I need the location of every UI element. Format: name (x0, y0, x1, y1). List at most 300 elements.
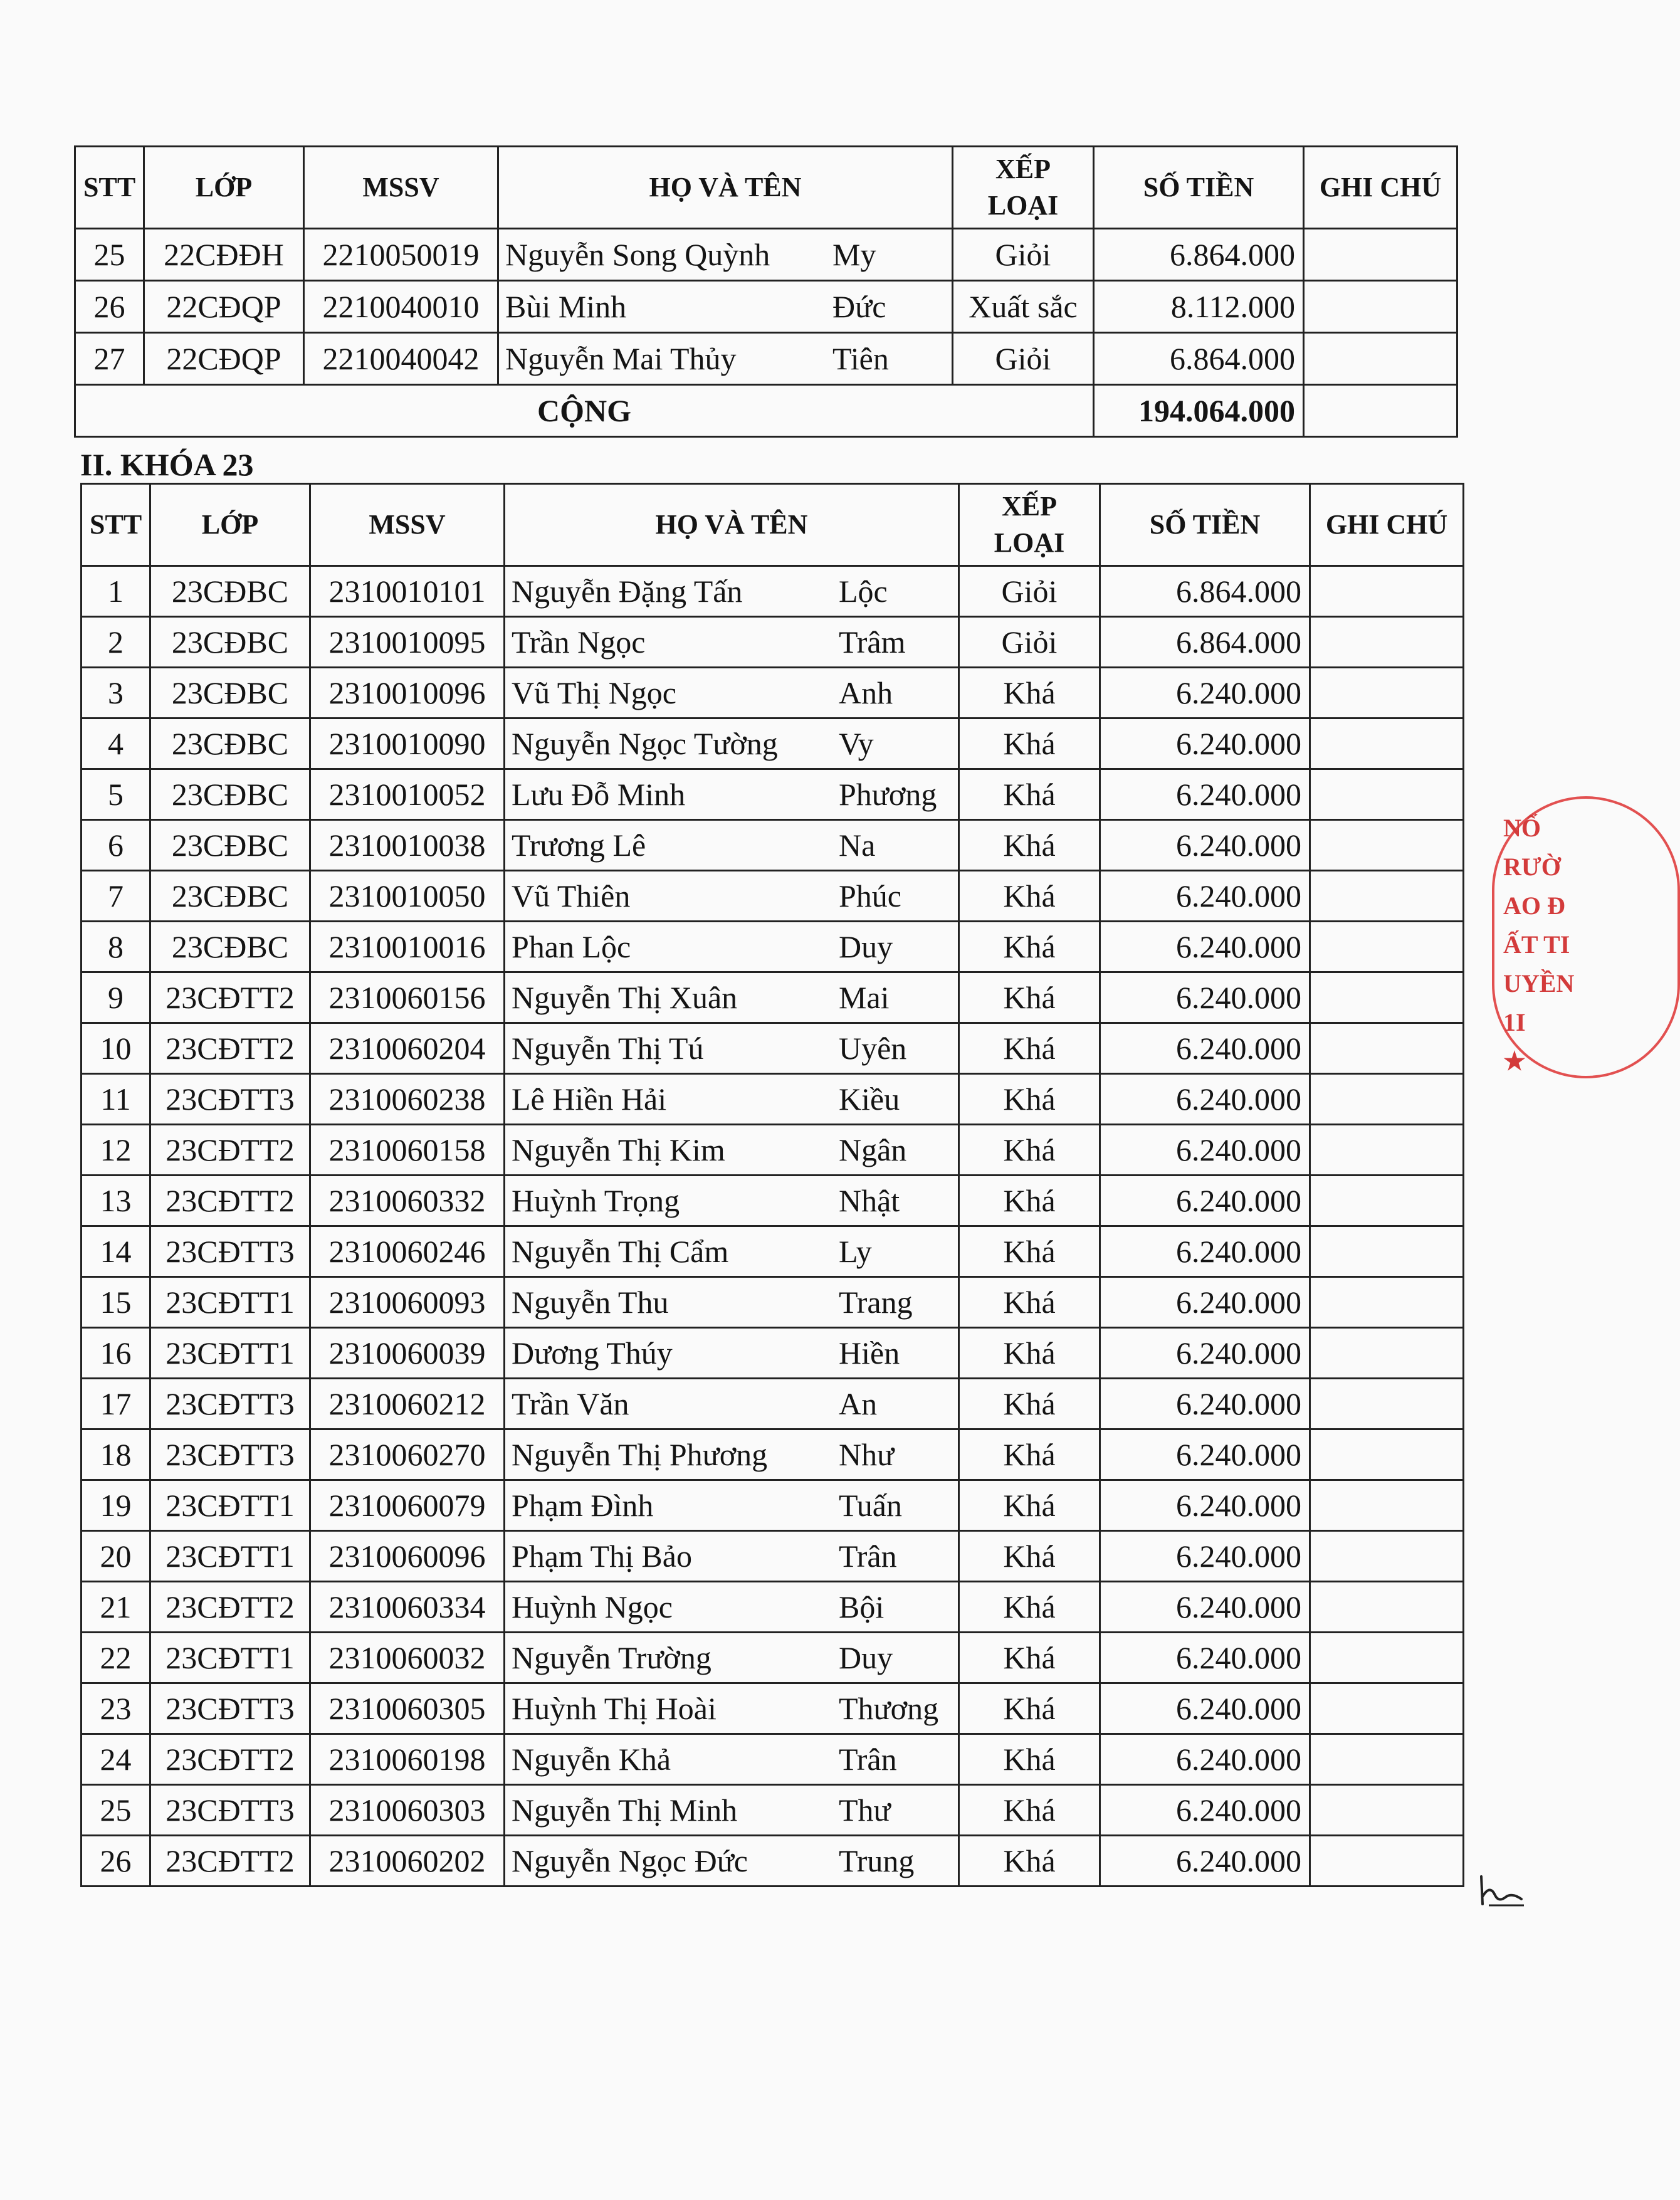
cell-stt: 2 (81, 617, 150, 668)
table-row (75, 229, 1457, 281)
cell-xep-loai: Khá (959, 922, 1100, 972)
cell-ho-ten (505, 1734, 959, 1785)
cell-ten: Trâm (839, 624, 906, 660)
cell-ho-ten (505, 1531, 959, 1582)
cell-ho-ten (505, 972, 959, 1023)
cell-ho: Lưu Đỗ Minh (512, 777, 686, 812)
cell-lop: 23CĐBC (150, 566, 310, 617)
name-wrap (512, 1487, 958, 1524)
cell-ten: Nhật (839, 1183, 900, 1218)
table-row (81, 820, 1464, 871)
name-wrap (512, 1132, 958, 1168)
cell-xep-loai: Khá (959, 1074, 1100, 1125)
header-xep-loai-line1: XẾP (995, 154, 1051, 184)
cell-stt: 21 (81, 1582, 150, 1633)
cell-ho-ten (505, 1125, 959, 1176)
cell-lop: 23CĐTT3 (150, 1429, 310, 1480)
cell-mssv: 2210050019 (304, 229, 498, 281)
cell-lop: 23CĐBC (150, 718, 310, 769)
cell-so-tien: 6.864.000 (1094, 333, 1304, 385)
table-row (81, 718, 1464, 769)
cell-stt: 9 (81, 972, 150, 1023)
total-row (75, 385, 1457, 437)
cell-ghi-chu (1310, 1328, 1464, 1379)
cell-ghi-chu (1310, 922, 1464, 972)
cell-so-tien: 6.240.000 (1100, 1531, 1310, 1582)
cell-ten: Trân (839, 1539, 897, 1574)
name-wrap (512, 1335, 958, 1371)
cell-so-tien: 6.240.000 (1100, 922, 1310, 972)
table-header-row (81, 484, 1464, 566)
cell-xep-loai: Khá (959, 1531, 1100, 1582)
cell-ghi-chu (1310, 668, 1464, 718)
cell-ghi-chu (1310, 1074, 1464, 1125)
cell-mssv: 2310060270 (310, 1429, 505, 1480)
cell-mssv: 2310060334 (310, 1582, 505, 1633)
cell-xep-loai: Khá (959, 1633, 1100, 1683)
table-row (81, 1226, 1464, 1277)
cell-ten: Na (839, 828, 876, 863)
cell-lop: 23CĐTT3 (150, 1379, 310, 1429)
cell-mssv: 2310060032 (310, 1633, 505, 1683)
header-ho-ten: HỌ VÀ TÊN (498, 147, 953, 229)
cell-ho-ten (505, 1683, 959, 1734)
cell-ho-ten (505, 1785, 959, 1836)
cell-mssv: 2310060198 (310, 1734, 505, 1785)
cell-so-tien: 6.240.000 (1100, 1734, 1310, 1785)
cell-stt: 3 (81, 668, 150, 718)
cell-ho-ten (505, 871, 959, 922)
name-wrap (512, 1690, 958, 1727)
cell-lop: 22CĐQP (144, 281, 304, 333)
table-row (81, 1176, 1464, 1226)
cell-so-tien: 6.240.000 (1100, 1176, 1310, 1226)
cell-ho: Nguyễn Mai Thủy (505, 341, 737, 376)
cell-ten: Anh (839, 675, 893, 710)
cell-mssv: 2310010052 (310, 769, 505, 820)
cell-ghi-chu (1310, 769, 1464, 820)
cell-so-tien: 6.240.000 (1100, 668, 1310, 718)
initials-signature-mark (1476, 1871, 1526, 1909)
table-row (81, 1328, 1464, 1379)
cell-stt: 5 (81, 769, 150, 820)
official-seal-stamp (1492, 796, 1575, 1078)
name-wrap (512, 1436, 958, 1473)
cell-mssv: 2310010038 (310, 820, 505, 871)
cell-ten: Kiều (839, 1082, 900, 1117)
table-row (81, 871, 1464, 922)
cell-so-tien: 6.240.000 (1100, 1836, 1310, 1887)
cell-lop: 23CĐTT1 (150, 1277, 310, 1328)
cell-ho: Nguyễn Thị Minh (512, 1792, 738, 1828)
cell-lop: 23CĐTT2 (150, 1023, 310, 1074)
cell-lop: 23CĐBC (150, 769, 310, 820)
cell-lop: 23CĐBC (150, 820, 310, 871)
cell-mssv: 2310060204 (310, 1023, 505, 1074)
cell-ghi-chu (1310, 617, 1464, 668)
cell-ho-ten (505, 617, 959, 668)
cell-ho-ten (505, 1226, 959, 1277)
cell-ten: Vy (839, 726, 874, 761)
cell-ten: An (839, 1386, 878, 1421)
table-row (75, 281, 1457, 333)
cell-stt: 18 (81, 1429, 150, 1480)
cell-so-tien: 8.112.000 (1094, 281, 1304, 333)
cell-ten: Trân (839, 1742, 897, 1777)
cell-so-tien: 6.240.000 (1100, 1226, 1310, 1277)
name-wrap (505, 288, 952, 325)
cell-lop: 22CĐĐH (144, 229, 304, 281)
cell-ten: Hiền (839, 1335, 900, 1371)
cell-xep-loai: Khá (959, 1582, 1100, 1633)
cell-ho-ten (505, 1023, 959, 1074)
table-row (81, 617, 1464, 668)
cell-xep-loai: Khá (959, 820, 1100, 871)
cell-xep-loai: Khá (959, 1125, 1100, 1176)
cell-mssv: 2310060202 (310, 1836, 505, 1887)
header-xep-loai (953, 147, 1094, 229)
cell-xep-loai: Khá (959, 1836, 1100, 1887)
cell-so-tien: 6.240.000 (1100, 1429, 1310, 1480)
cell-so-tien: 6.240.000 (1100, 1125, 1310, 1176)
cell-stt: 16 (81, 1328, 150, 1379)
cell-ho-ten (505, 668, 959, 718)
name-wrap (512, 1030, 958, 1066)
total-amount: 194.064.000 (1094, 385, 1304, 437)
seal-text-line: ẤT TI (1503, 930, 1570, 959)
cell-so-tien: 6.240.000 (1100, 718, 1310, 769)
seal-text-line: RƯỜ (1503, 853, 1561, 881)
cell-so-tien: 6.240.000 (1100, 1785, 1310, 1836)
table-row (81, 1023, 1464, 1074)
cell-ho: Dương Thúy (512, 1335, 673, 1371)
cell-so-tien: 6.240.000 (1100, 1074, 1310, 1125)
cell-ho: Huỳnh Ngọc (512, 1589, 673, 1624)
cell-ghi-chu (1310, 1836, 1464, 1887)
cell-ho-ten (505, 1277, 959, 1328)
cell-ho: Nguyễn Trường (512, 1640, 711, 1675)
cell-ghi-chu (1310, 1277, 1464, 1328)
table-row (81, 1734, 1464, 1785)
cell-mssv: 2310060305 (310, 1683, 505, 1734)
cell-stt: 19 (81, 1480, 150, 1531)
header-so-tien: SỐ TIỀN (1100, 484, 1310, 566)
cell-lop: 23CĐTT3 (150, 1074, 310, 1125)
cell-ten: Đức (832, 289, 886, 324)
cell-so-tien: 6.240.000 (1100, 1023, 1310, 1074)
header-stt: STT (75, 147, 144, 229)
cell-mssv: 2310060093 (310, 1277, 505, 1328)
cell-stt: 4 (81, 718, 150, 769)
header-mssv: MSSV (310, 484, 505, 566)
cell-ho: Nguyễn Đặng Tấn (512, 574, 743, 609)
cell-ghi-chu (1310, 1429, 1464, 1480)
table-header-row (75, 147, 1457, 229)
cell-ten: Ngân (839, 1132, 907, 1167)
table-row (81, 1125, 1464, 1176)
cell-stt: 6 (81, 820, 150, 871)
header-so-tien: SỐ TIỀN (1094, 147, 1304, 229)
table-row (81, 1277, 1464, 1328)
cell-xep-loai: Khá (959, 1734, 1100, 1785)
cell-ho: Vũ Thị Ngọc (512, 675, 676, 710)
cell-lop: 23CĐBC (150, 922, 310, 972)
name-wrap (512, 1639, 958, 1676)
name-wrap (512, 624, 958, 660)
cell-ho: Phan Lộc (512, 929, 631, 964)
cell-ten: Như (839, 1437, 895, 1472)
header-mssv: MSSV (304, 147, 498, 229)
header-xep-loai-line1: XẾP (1002, 491, 1057, 522)
table-khoa-23 (80, 483, 1464, 1887)
cell-ho-ten (505, 1429, 959, 1480)
seal-text (1503, 809, 1574, 1081)
cell-ghi-chu (1310, 1480, 1464, 1531)
cell-ho: Nguyễn Song Quỳnh (505, 237, 770, 272)
cell-ten: Thư (839, 1792, 891, 1828)
cell-lop: 23CĐTT3 (150, 1226, 310, 1277)
table-row (81, 922, 1464, 972)
cell-ghi-chu (1304, 229, 1457, 281)
cell-ten: Ly (839, 1234, 872, 1269)
cell-lop: 23CĐTT2 (150, 972, 310, 1023)
name-wrap (512, 725, 958, 762)
cell-xep-loai: Khá (959, 1176, 1100, 1226)
cell-so-tien: 6.240.000 (1100, 769, 1310, 820)
cell-mssv: 2310060039 (310, 1328, 505, 1379)
cell-so-tien: 6.240.000 (1100, 1328, 1310, 1379)
name-wrap (512, 827, 958, 863)
cell-ho: Phạm Thị Bảo (512, 1539, 692, 1574)
cell-lop: 23CĐTT1 (150, 1531, 310, 1582)
cell-ghi-chu (1310, 1531, 1464, 1582)
cell-stt: 14 (81, 1226, 150, 1277)
table-row (81, 1633, 1464, 1683)
cell-stt: 10 (81, 1023, 150, 1074)
cell-lop: 23CĐTT3 (150, 1683, 310, 1734)
cell-xep-loai: Khá (959, 718, 1100, 769)
cell-ho-ten (498, 229, 953, 281)
cell-ghi-chu (1310, 1785, 1464, 1836)
cell-mssv: 2310010090 (310, 718, 505, 769)
name-wrap (512, 929, 958, 965)
cell-xep-loai: Xuất sắc (953, 281, 1094, 333)
cell-so-tien: 6.240.000 (1100, 1582, 1310, 1633)
cell-stt: 20 (81, 1531, 150, 1582)
cell-ten: Duy (839, 1640, 893, 1675)
cell-mssv: 2310060156 (310, 972, 505, 1023)
table-row (81, 1074, 1464, 1125)
cell-ho: Nguyễn Thị Phương (512, 1437, 768, 1472)
cell-lop: 23CĐBC (150, 871, 310, 922)
cell-lop: 23CĐTT1 (150, 1633, 310, 1683)
cell-stt: 23 (81, 1683, 150, 1734)
seal-text-line: AO Đ (1503, 892, 1565, 920)
cell-so-tien: 6.864.000 (1100, 617, 1310, 668)
cell-lop: 23CĐTT2 (150, 1836, 310, 1887)
cell-lop: 23CĐTT2 (150, 1734, 310, 1785)
cell-ghi-chu (1310, 1379, 1464, 1429)
seal-text-line: ★ (1503, 1047, 1526, 1075)
header-ghi-chu: GHI CHÚ (1310, 484, 1464, 566)
cell-lop: 22CĐQP (144, 333, 304, 385)
cell-stt: 27 (75, 333, 144, 385)
cell-ho-ten (498, 281, 953, 333)
cell-xep-loai: Giỏi (953, 333, 1094, 385)
cell-ho: Nguyễn Thị Kim (512, 1132, 725, 1167)
cell-so-tien: 6.864.000 (1100, 566, 1310, 617)
header-xep-loai-line2: LOẠI (987, 190, 1059, 221)
cell-ten: Thương (839, 1691, 939, 1726)
cell-ho: Nguyễn Thị Cẩm (512, 1234, 729, 1269)
cell-ho-ten (505, 1176, 959, 1226)
cell-ghi-chu (1310, 566, 1464, 617)
cell-so-tien: 6.240.000 (1100, 820, 1310, 871)
cell-ghi-chu (1310, 718, 1464, 769)
name-wrap (512, 1792, 958, 1828)
cell-mssv: 2310010096 (310, 668, 505, 718)
cell-ghi-chu (1310, 972, 1464, 1023)
cell-xep-loai: Khá (959, 1023, 1100, 1074)
cell-ghi-chu (1310, 871, 1464, 922)
cell-ho: Huỳnh Thị Hoài (512, 1691, 717, 1726)
cell-xep-loai: Khá (959, 1683, 1100, 1734)
cell-stt: 26 (75, 281, 144, 333)
cell-mssv: 2310060332 (310, 1176, 505, 1226)
name-wrap (512, 1284, 958, 1320)
table-row (81, 1785, 1464, 1836)
cell-ten: Trang (839, 1285, 913, 1320)
name-wrap (512, 1182, 958, 1219)
cell-mssv: 2210040042 (304, 333, 498, 385)
cell-xep-loai: Khá (959, 1785, 1100, 1836)
cell-lop: 23CĐBC (150, 668, 310, 718)
cell-mssv: 2310010016 (310, 922, 505, 972)
table-khoa-22-continued (74, 145, 1458, 438)
cell-ho-ten (505, 1633, 959, 1683)
cell-ho-ten (498, 333, 953, 385)
cell-ho: Nguyễn Ngọc Tường (512, 726, 778, 761)
cell-stt: 25 (75, 229, 144, 281)
cell-ten: Tuấn (839, 1488, 902, 1523)
cell-ten: Duy (839, 929, 893, 964)
name-wrap (512, 776, 958, 813)
cell-ten: Lộc (839, 574, 888, 609)
cell-xep-loai: Khá (959, 871, 1100, 922)
cell-ho-ten (505, 769, 959, 820)
header-ho-ten: HỌ VÀ TÊN (505, 484, 959, 566)
cell-ghi-chu (1310, 1125, 1464, 1176)
cell-ho: Phạm Đình (512, 1488, 654, 1523)
cell-ghi-chu (1310, 1683, 1464, 1734)
cell-xep-loai: Khá (959, 769, 1100, 820)
seal-text-line: NỐ (1503, 814, 1541, 842)
cell-so-tien: 6.240.000 (1100, 972, 1310, 1023)
table-row (81, 1379, 1464, 1429)
cell-xep-loai: Giỏi (959, 566, 1100, 617)
cell-stt: 22 (81, 1633, 150, 1683)
cell-ho-ten (505, 1074, 959, 1125)
cell-ghi-chu (1310, 1023, 1464, 1074)
table-row (81, 1429, 1464, 1480)
cell-so-tien: 6.240.000 (1100, 1379, 1310, 1429)
name-wrap (512, 1233, 958, 1270)
cell-ho-ten (505, 1582, 959, 1633)
table-row (75, 333, 1457, 385)
section-title-khoa-23: II. KHÓA 23 (80, 447, 254, 482)
name-wrap (512, 1081, 958, 1117)
cell-lop: 23CĐTT1 (150, 1480, 310, 1531)
name-wrap (512, 1538, 958, 1574)
table-row (81, 1480, 1464, 1531)
cell-ten: Bội (839, 1589, 885, 1624)
cell-ten: Uyên (839, 1031, 907, 1066)
cell-xep-loai: Giỏi (953, 229, 1094, 281)
name-wrap (512, 1741, 958, 1777)
cell-lop: 23CĐTT1 (150, 1328, 310, 1379)
cell-ghi-chu (1310, 1582, 1464, 1633)
name-wrap (512, 1589, 958, 1625)
cell-xep-loai: Khá (959, 1379, 1100, 1429)
table-row (81, 1531, 1464, 1582)
cell-ho: Nguyễn Thu (512, 1285, 669, 1320)
cell-xep-loai: Khá (959, 1328, 1100, 1379)
cell-ghi-chu (1304, 333, 1457, 385)
cell-ten: Tiên (832, 341, 889, 376)
cell-stt: 12 (81, 1125, 150, 1176)
cell-ten: Phương (839, 777, 937, 812)
cell-mssv: 2310060303 (310, 1785, 505, 1836)
cell-ten: Phúc (839, 878, 901, 913)
name-wrap (505, 340, 952, 377)
name-wrap (512, 979, 958, 1016)
cell-lop: 23CĐTT2 (150, 1125, 310, 1176)
cell-xep-loai: Khá (959, 1277, 1100, 1328)
cell-mssv: 2310060246 (310, 1226, 505, 1277)
total-label: CỘNG (75, 385, 1094, 437)
cell-ghi-chu (1310, 1633, 1464, 1683)
name-wrap (505, 236, 952, 273)
cell-lop: 23CĐTT3 (150, 1785, 310, 1836)
cell-stt: 13 (81, 1176, 150, 1226)
cell-ghi-chu (1310, 1226, 1464, 1277)
cell-xep-loai: Giỏi (959, 617, 1100, 668)
cell-ten: Mai (839, 980, 890, 1015)
header-ghi-chu: GHI CHÚ (1304, 147, 1457, 229)
cell-xep-loai: Khá (959, 1429, 1100, 1480)
cell-ghi-chu (1310, 1734, 1464, 1785)
cell-ghi-chu (1310, 1176, 1464, 1226)
cell-ho-ten (505, 820, 959, 871)
cell-ho-ten (505, 1328, 959, 1379)
cell-mssv: 2310060238 (310, 1074, 505, 1125)
table-row (81, 566, 1464, 617)
table-row (81, 1836, 1464, 1887)
cell-ho: Nguyễn Ngọc Đức (512, 1843, 748, 1878)
cell-lop: 23CĐTT2 (150, 1582, 310, 1633)
cell-mssv: 2310060096 (310, 1531, 505, 1582)
table-row (81, 769, 1464, 820)
name-wrap (512, 573, 958, 609)
cell-stt: 17 (81, 1379, 150, 1429)
cell-stt: 11 (81, 1074, 150, 1125)
cell-xep-loai: Khá (959, 972, 1100, 1023)
cell-so-tien: 6.240.000 (1100, 1683, 1310, 1734)
cell-stt: 8 (81, 922, 150, 972)
cell-mssv: 2310060212 (310, 1379, 505, 1429)
table-row (81, 972, 1464, 1023)
cell-stt: 15 (81, 1277, 150, 1328)
